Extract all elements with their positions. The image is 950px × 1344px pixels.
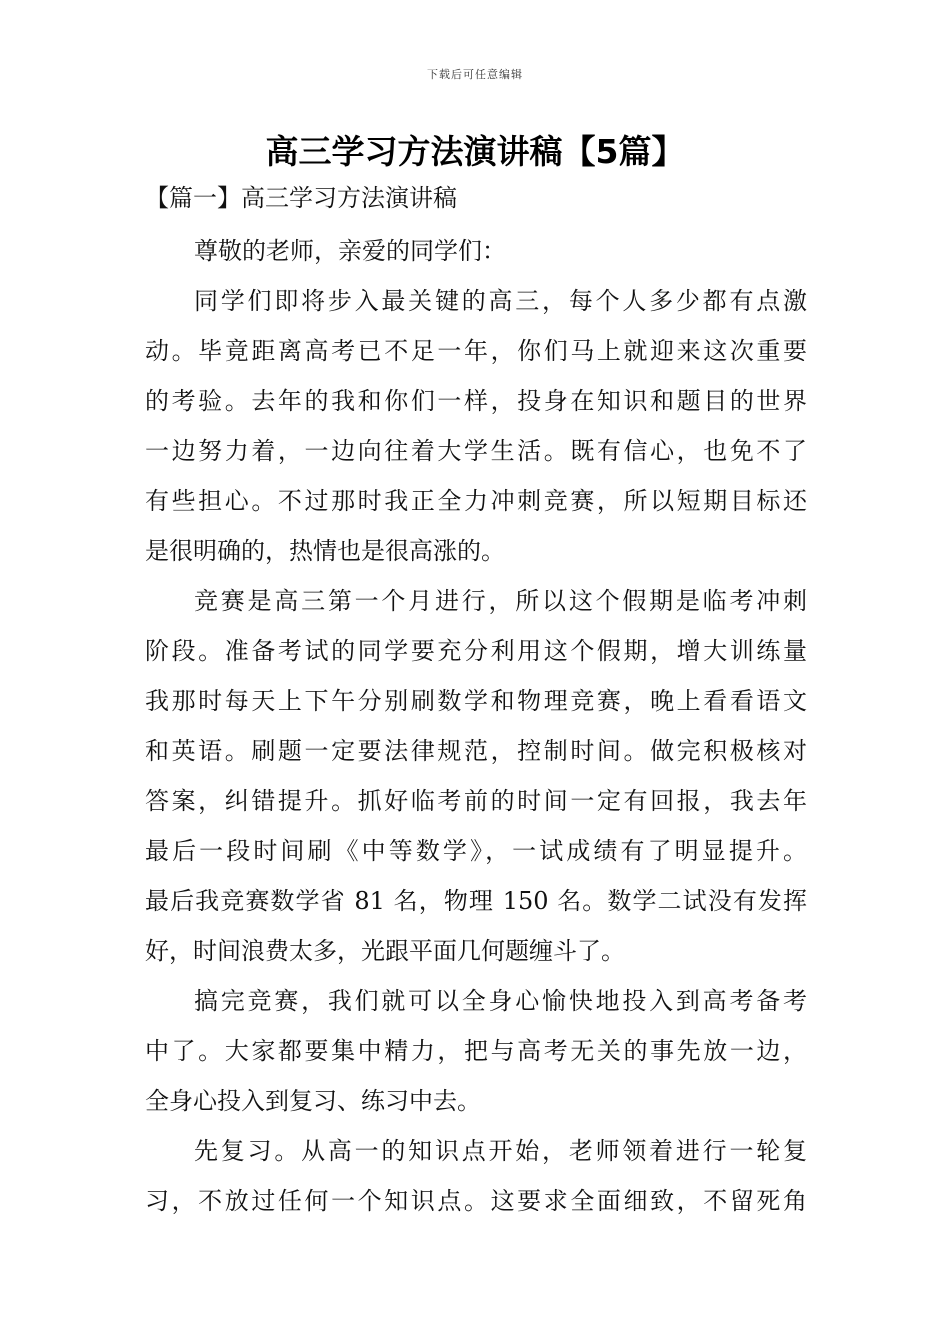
text-line: 搞完竞赛，我们就可以全身心愉快地投入到高考备考 xyxy=(194,987,807,1015)
header-note: 下载后可任意编辑 xyxy=(427,68,523,81)
text-line: 是很明确的，热情也是很高涨的。 xyxy=(145,537,505,565)
text-line: 尊敬的老师，亲爱的同学们： xyxy=(194,237,506,265)
text-line: 的考验。去年的我和你们一样，投身在知识和题目的世界 xyxy=(145,387,807,415)
text-line: 一边努力着，一边向往着大学生活。既有信心，也免不了 xyxy=(145,437,807,465)
section-heading: 【篇一】高三学习方法演讲稿 xyxy=(145,184,457,212)
text-line: 好，时间浪费太多，光跟平面几何题缠斗了。 xyxy=(145,937,625,965)
text-line: 有些担心。不过那时我正全力冲刺竞赛，所以短期目标还 xyxy=(145,487,807,515)
text-line: 习，不放过任何一个知识点。这要求全面细致，不留死角 xyxy=(145,1187,807,1215)
text-line: 同学们即将步入最关键的高三，每个人多少都有点激 xyxy=(194,287,807,315)
text-line: 答案，纠错提升。抓好临考前的时间一定有回报，我去年 xyxy=(145,787,807,815)
text-line: 先复习。从高一的知识点开始，老师领着进行一轮复 xyxy=(194,1137,807,1165)
text-line: 中了。大家都要集中精力，把与高考无关的事先放一边， xyxy=(145,1037,807,1065)
text-line: 竞赛是高三第一个月进行，所以这个假期是临考冲刺 xyxy=(194,587,807,615)
text-line: 最后我竞赛数学省 81 名，物理 150 名。数学二试没有发挥 xyxy=(145,887,807,915)
text-line: 动。毕竟距离高考已不足一年，你们马上就迎来这次重要 xyxy=(145,337,807,365)
text-line: 我那时每天上下午分别刷数学和物理竞赛，晚上看看语文 xyxy=(145,687,807,715)
text-line: 全身心投入到复习、练习中去。 xyxy=(145,1087,481,1115)
document-body xyxy=(145,226,807,1226)
document-title: 高三学习方法演讲稿【5篇】 xyxy=(265,132,685,171)
text-line: 最后一段时间刷《中等数学》，一试成绩有了明显提升。 xyxy=(145,837,807,865)
text-line: 和英语。刷题一定要法律规范，控制时间。做完积极核对 xyxy=(145,737,807,765)
text-line: 阶段。准备考试的同学要充分利用这个假期，增大训练量 xyxy=(145,637,807,665)
